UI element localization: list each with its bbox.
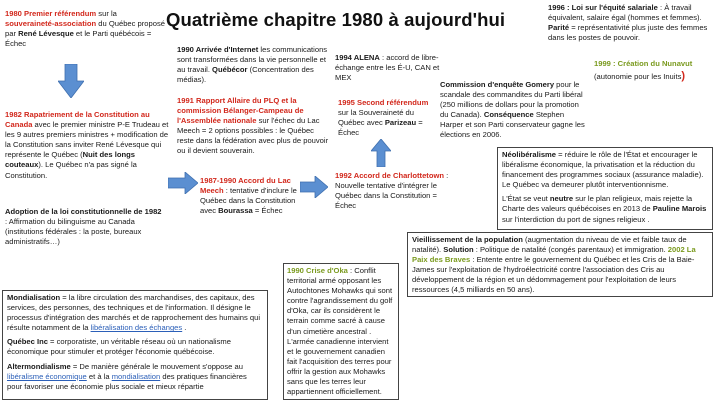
arrow-down-icon bbox=[58, 64, 84, 98]
block-internet-1990: 1990 Arrivée d'Internet les communications sont transformées dans la vie personnelle et au travail. Québécor (Concentration des médias). bbox=[177, 45, 328, 85]
altermondialisme-definition: Altermondialisme = De manière générale le mouvement s'oppose au libéralisme économique et à la mondialisation des pratiques financières pour favoriser une économie plus sociale et mieux répartie bbox=[7, 361, 247, 391]
block-rapatriement-1982: 1982 Rapatriement de la Constitution au Canada avec le premier ministre P-E Trudeau et les 9 autres premiers ministres + modification de la Constitution sans inviter René Lévesque qui représente le Québec (Nuit des longs couteaux). Le Québec n'a pas signé la Constitution. bbox=[5, 110, 169, 180]
block-nunavut-1999: 1999 : Création du Nunavut (autonomie pour les Inuits) bbox=[594, 59, 693, 83]
block-accord-charlottetown: 1992 Accord de Charlottetown : Nouvelle tentative d'intégrer le Québec dans la Constitution = Échec bbox=[335, 171, 449, 211]
neolib-laicite: L'État se veut neutre sur le plan religieux, mais rejette la Charte des valeurs québécoises en 2013 de Pauline Marois sur l'interdiction du port de signes religieux . bbox=[502, 194, 707, 224]
block-accord-lac-meech: 1987-1990 Accord du Lac Meech : tentative d'inclure le Québec dans la Constitution avec Bourassa = Échec bbox=[200, 176, 297, 216]
mondialisation-definition: Mondialisation = la libre circulation des marchandises, des capitaux, des services, des personnes, des techniques et de l'information. Il désigne le processus d'intégration des marchés et de rapprochement des humains qui résulte notamment de la libéralisation des échanges . bbox=[7, 293, 261, 333]
arrow-right-icon bbox=[168, 172, 198, 194]
block-alena-1994: 1994 ALENA : accord de libre-échange entre les É-U, CAN et MEX bbox=[335, 53, 440, 83]
block-equite-salariale: 1996 : Loi sur l'équité salariale : À travail équivalent, salaire égal (hommes et femmes). Parité = représentativité plus juste des femmes dans les postes de pouvoir. bbox=[548, 3, 708, 43]
box-mondialisation bbox=[2, 290, 268, 400]
block-loi-constitutionnelle: Adoption de la loi constitutionnelle de 1982 : Affirmation du bilinguisme au Canada (institutions fédérales : la poste, bureaux administratifs…) bbox=[5, 207, 162, 247]
box-vieillissement-paix-des-braves: Vieillissement de la population (augmentation du niveau de vie et faible taux de natalité). Solution : Politique de natalité (congés parentaux) et immigration. 2002 La Paix des Braves : Entente entre le gouvernement du Québec et les Cris de la Baie-James sur l'exploitation de l'hydroélectricité contre l'association des Cris au développement de la région et un dédommagement pour l'exploitation de leurs ressources (4,5 milliards en 50 ans). bbox=[407, 232, 713, 297]
arrow-up-icon bbox=[371, 139, 391, 167]
quebec-inc-definition: Québec Inc = corporatiste, un véritable réseau où un nationalisme économique pour stimuler et protéger l'économie québécoise. bbox=[7, 337, 231, 357]
link-mondialisation[interactable]: mondialisation bbox=[111, 371, 161, 381]
neolib-definition: Néolibéralisme = réduire le rôle de l'État et encourager le libéralisme économique, la privatisation et la réduction du financement des programmes sociaux (assurance maladie). Le Québec va demeurer plutôt interventionnisme. bbox=[502, 150, 704, 190]
box-crise-oka: 1990 Crise d'Oka : Conflit territorial armé opposant les Autochtones Mohawks qui sont contre l'agrandissement du golf d'Oka, car ils considèrent le terrain comme sacré à cause d'un cimetière ancestral . L'armée canadienne intervient et le gouvernement canadien fait l'acquisition des terres pour offrir la gestion aux Mohawks sans que les terres leur appartiennent officiellement. bbox=[283, 263, 399, 400]
arrow-right-icon bbox=[300, 176, 328, 198]
block-commission-gomery: Commission d'enquête Gomery pour le scandale des commandites du Parti libéral (250 millions de dollars pour la promotion du Canada). Conséquence Stephen Harper et son Parti conservateur gagne les élections en 2006. bbox=[440, 80, 585, 140]
block-referendum-1980: 1980 Premier référendum sur la souveraineté-association du Québec proposé par René Lévesque et le Parti québécois = Échec bbox=[5, 9, 165, 49]
link-liberalisme-economique[interactable]: libéralisme économique bbox=[7, 371, 87, 381]
block-referendum-1995: 1995 Second référendum sur la Souveraineté du Québec avec Parizeau = Échec bbox=[338, 98, 429, 138]
link-liberalisation-echanges[interactable]: libéralisation des échanges bbox=[90, 323, 183, 333]
page-title: Quatrième chapitre 1980 à aujourd'hui bbox=[166, 9, 506, 30]
block-rapport-allaire-1991: 1991 Rapport Allaire du PLQ et la commission Bélanger-Campeau de l'Assemblée nationale sur l'échec du Lac Meech = 2 options possibles : le Québec reste dans la fédération avec plus de pouvoir ou il devient souverain. bbox=[177, 96, 329, 156]
box-neoliberalisme bbox=[497, 147, 713, 230]
